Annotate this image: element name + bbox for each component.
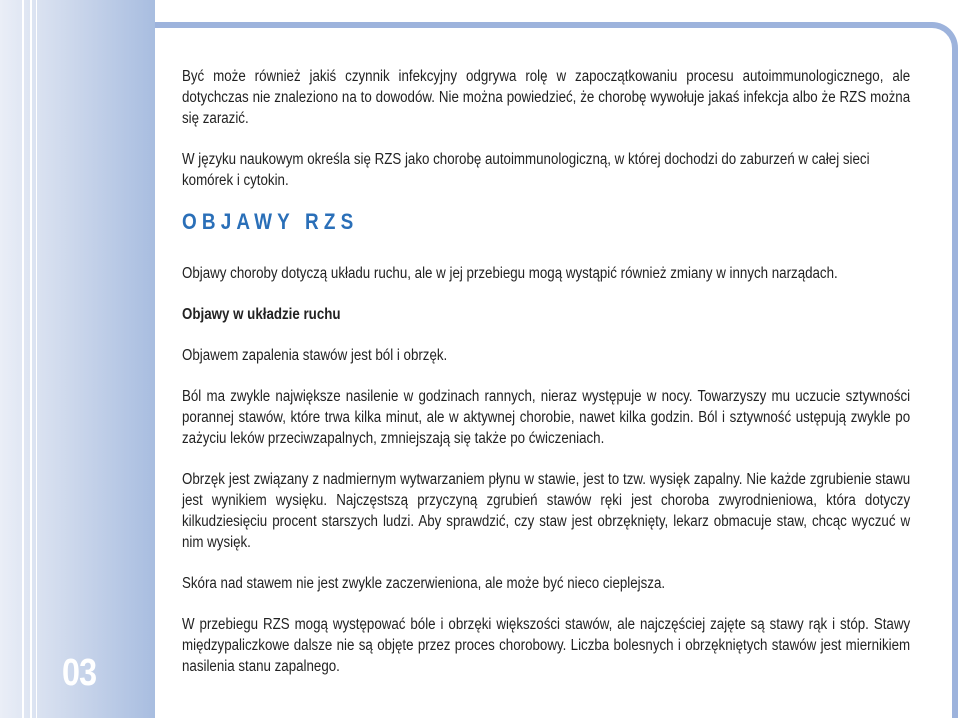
- section-intro: Objawy choroby dotyczą układu ruchu, ale w jej przebiegu mogą wystąpić również zmiany w innych narządach.: [182, 265, 838, 282]
- paragraph: Ból ma zwykle największe nasilenie w godzinach rannych, nieraz występuje w nocy. Towarzyszy mu uczucie sztywności porannej stawów, które trwa kilka minut, ale w aktywnej chorobie, nawet kilka godzin. Ból i sztywność ustępują zwykle po zażyciu leków przeciwzapalnych, zmniejszają się także po ćwiczeniach.: [182, 388, 911, 447]
- paragraph: W przebiegu RZS mogą występować bóle i obrzęki większości stawów, ale najczęściej zajęte są stawy rąk i stóp. Stawy międzypaliczkowe dalsze nie są objęte przez proces chorobowy. Liczba bolesnych i obrzękniętych stawów jest miernikiem nasilenia stanu zapalnego.: [182, 616, 911, 675]
- body-text: [182, 66, 910, 697]
- section-heading: OBJAWY RZS: [182, 209, 359, 234]
- paragraph: Być może również jakiś czynnik infekcyjny odgrywa rolę w zapoczątkowaniu procesu autoimmunologicznego, ale dotychczas nie znaleziono na to dowodów. Nie można powiedzieć, że chorobę wywołuje jakaś infekcja albo że RZS można się zarazić.: [182, 68, 911, 127]
- side-band: [0, 0, 155, 718]
- subheading: Objawy w układzie ruchu: [182, 306, 341, 323]
- paragraph: Skóra nad stawem nie jest zwykle zaczerwieniona, ale może być nieco cieplejsza.: [182, 575, 666, 592]
- paragraph: W języku naukowym określa się RZS jako chorobę autoimmunologiczną, w której dochodzi do zaburzeń w całej sieci komórek i cytokin.: [182, 151, 870, 189]
- side-stripe: [30, 0, 32, 718]
- side-stripe: [22, 0, 24, 718]
- paragraph: Objawem zapalenia stawów jest ból i obrzęk.: [182, 347, 448, 364]
- side-stripe: [36, 0, 37, 718]
- paragraph: Obrzęk jest związany z nadmiernym wytwarzaniem płynu w stawie, jest to tzw. wysięk zapalny. Nie każde zgrubienie stawu jest wynikiem wysięku. Najczęstszą przyczyną zgrubień stawów ręki jest choroba zwyrodnieniowa, która dotyczy kilkudziesięciu procent starszych ludzi. Aby sprawdzić, czy staw jest obrzęknięty, lekarz obmacuje staw, chcąc wyczuć w nim wysięk.: [182, 471, 911, 551]
- page-number: 03: [62, 652, 97, 694]
